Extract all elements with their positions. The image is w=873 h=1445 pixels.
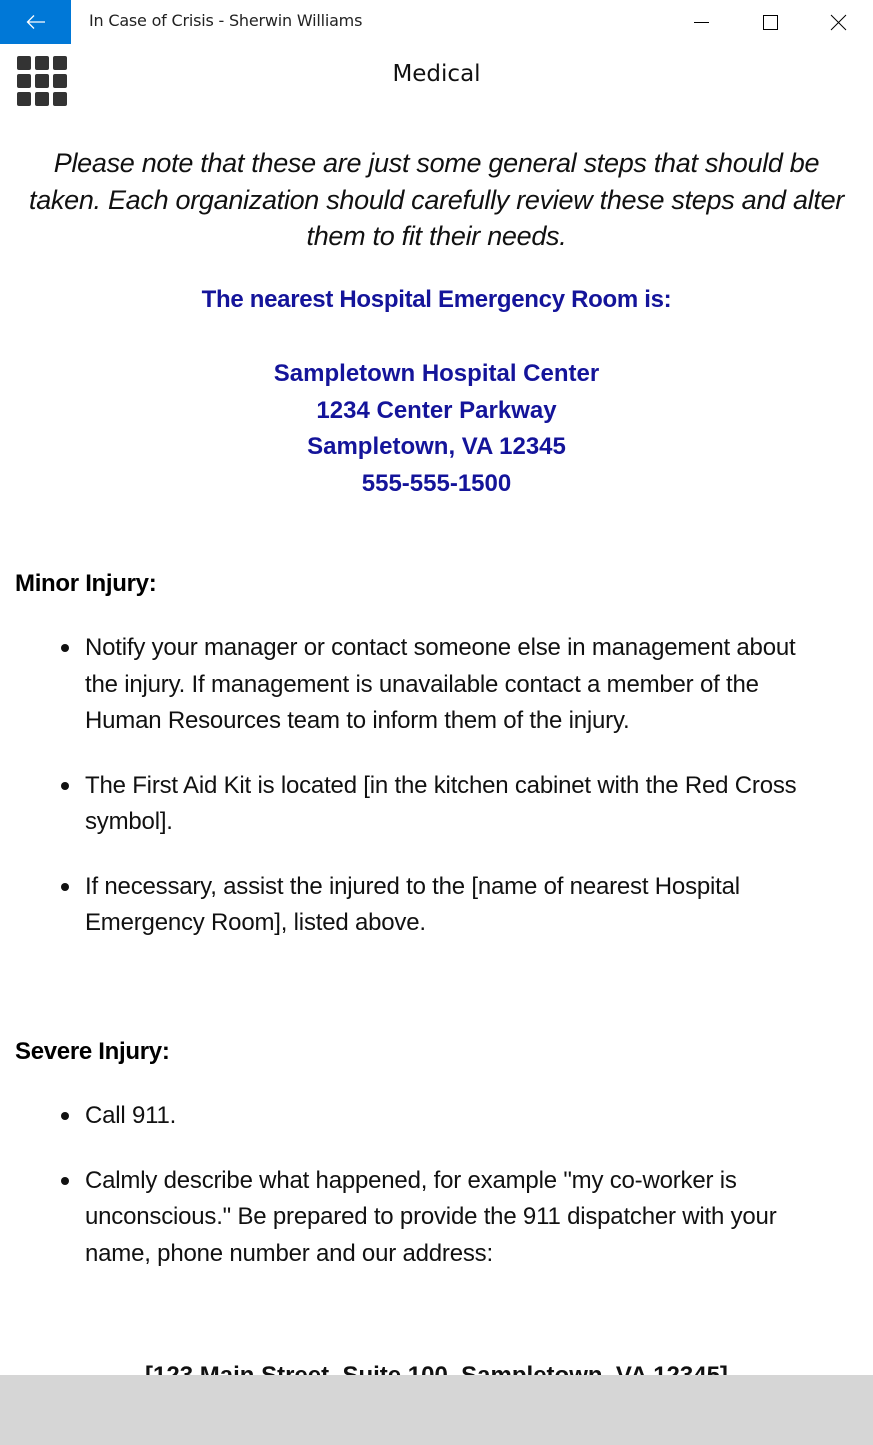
section-heading-minor-injury: Minor Injury: bbox=[15, 570, 157, 597]
list-item bbox=[0, 630, 873, 740]
title-bar bbox=[0, 0, 873, 44]
list-item-text: Call 911. bbox=[85, 1102, 177, 1129]
bullet-icon bbox=[61, 1177, 69, 1185]
bullet-icon bbox=[61, 1112, 69, 1120]
severe-injury-list bbox=[0, 1098, 873, 1300]
bullet-icon bbox=[61, 644, 69, 652]
close-button[interactable] bbox=[808, 0, 868, 44]
disclaimer-note: Please note that these are just some general steps that should be taken. Each organization should carefully review these steps and alter them to fit their needs. bbox=[29, 148, 844, 251]
bottom-app-bar bbox=[0, 1375, 873, 1445]
list-item-text: If necessary, assist the injured to the [name of nearest Hospital Emergency Room], listed above. bbox=[85, 872, 740, 936]
back-button[interactable] bbox=[0, 0, 71, 44]
list-item bbox=[0, 768, 873, 841]
hospital-city: Sampletown, VA 12345 bbox=[307, 433, 566, 460]
hospital-street: 1234 Center Parkway bbox=[316, 396, 557, 424]
maximize-icon bbox=[762, 14, 778, 30]
er-heading: The nearest Hospital Emergency Room is: bbox=[201, 286, 672, 313]
list-item-text: Notify your manager or contact someone else in management about the injury. If management is unavailable contact a member of the Human Resources team to inform them of the injury. bbox=[85, 634, 796, 734]
minimize-icon bbox=[693, 14, 709, 30]
bullet-icon bbox=[61, 883, 69, 891]
hospital-phone: 555-555-1500 bbox=[361, 469, 512, 497]
page-title: Medical bbox=[392, 61, 481, 87]
list-item-text: The First Aid Kit is located [in the kitchen cabinet with the Red Cross symbol]. bbox=[85, 771, 797, 835]
arrow-left-icon bbox=[26, 14, 46, 30]
window-title: In Case of Crisis - Sherwin Williams bbox=[89, 11, 363, 30]
bullet-icon bbox=[61, 782, 69, 790]
minimize-button[interactable] bbox=[671, 0, 731, 44]
list-item bbox=[0, 1163, 873, 1273]
close-icon bbox=[830, 14, 846, 30]
list-item bbox=[0, 1098, 873, 1135]
section-heading-severe-injury: Severe Injury: bbox=[15, 1038, 170, 1065]
er-address bbox=[0, 356, 873, 502]
list-item bbox=[0, 869, 873, 942]
hospital-name: Sampletown Hospital Center bbox=[273, 360, 600, 387]
minor-injury-list bbox=[0, 630, 873, 970]
maximize-button[interactable] bbox=[740, 0, 800, 44]
list-item-text: Calmly describe what happened, for example "my co-worker is unconscious." Be prepared to provide the 911 dispatcher with your name, phone number and our address: bbox=[85, 1166, 777, 1267]
